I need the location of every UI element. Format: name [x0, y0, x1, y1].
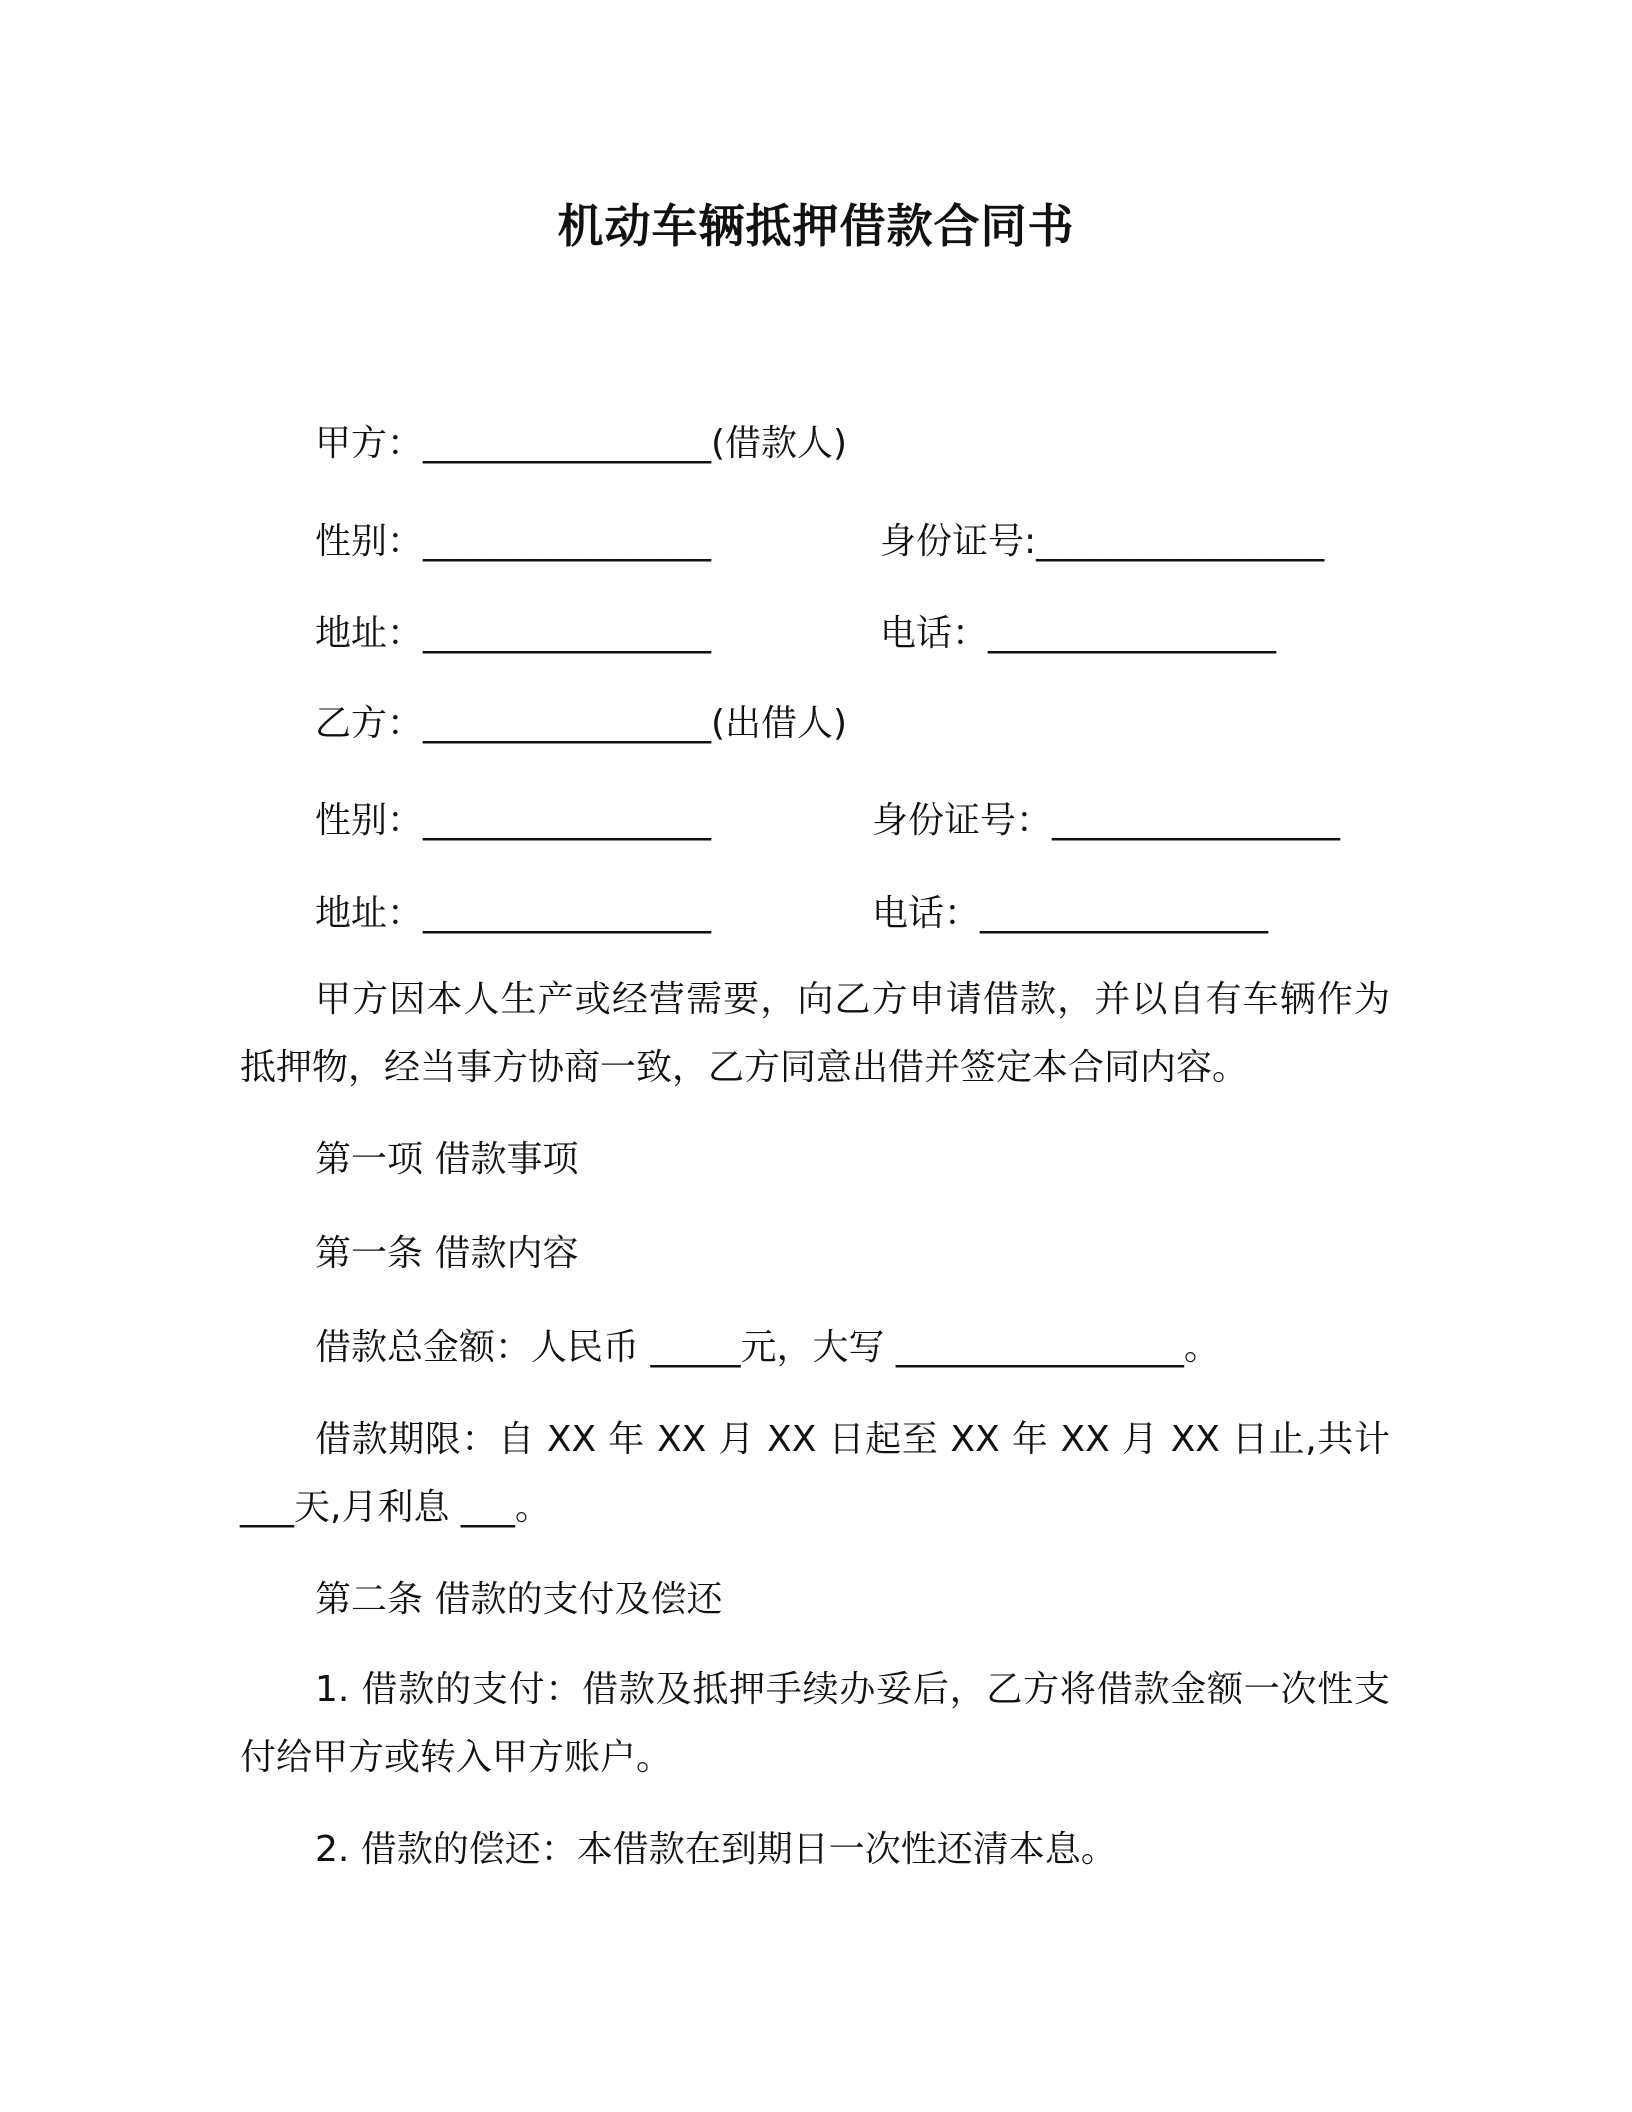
loan-amount-line: 借款总金额：人民币 _____元，大写 ________________。 [315, 1327, 1220, 1368]
party-a-id-number: 身份证号:________________ [880, 521, 1325, 562]
party-b-address: 地址：________________ [315, 893, 712, 934]
party-a-address: 地址：________________ [315, 613, 712, 654]
party-a-gender: 性别：________________ [315, 521, 712, 562]
party-a-phone: 电话：________________ [880, 613, 1277, 654]
payment-item-1: 1. 借款的支付：借款及抵押手续办妥后，乙方将借款金额一次性支付给甲方或转入甲方账户。 [240, 1669, 1390, 1778]
party-b-phone: 电话：________________ [872, 893, 1269, 934]
party-a-header: 甲方：________________(借款人) [315, 423, 848, 464]
party-b-id-number: 身份证号：________________ [872, 800, 1341, 841]
repayment-item-2: 2. 借款的偿还：本借款在到期日一次性还清本息。 [315, 1829, 1117, 1870]
party-b-gender: 性别：________________ [315, 800, 712, 841]
section-1-title: 第一项 借款事项 [315, 1139, 579, 1180]
party-b-header: 乙方：________________(出借人) [315, 703, 848, 744]
loan-term-paragraph: 借款期限：自 XX 年 XX 月 XX 日起至 XX 年 XX 月 XX 日止,共计___天,月利息 ___。 [240, 1419, 1390, 1528]
intro-paragraph: 甲方因本人生产或经营需要，向乙方申请借款，并以自有车辆作为抵押物，经当事方协商一致，乙方同意出借并签定本合同内容。 [240, 979, 1390, 1088]
article-2-title: 第二条 借款的支付及偿还 [315, 1579, 723, 1620]
document-title: 机动车辆抵押借款合同书 [557, 199, 1075, 253]
article-1-title: 第一条 借款内容 [315, 1233, 579, 1274]
